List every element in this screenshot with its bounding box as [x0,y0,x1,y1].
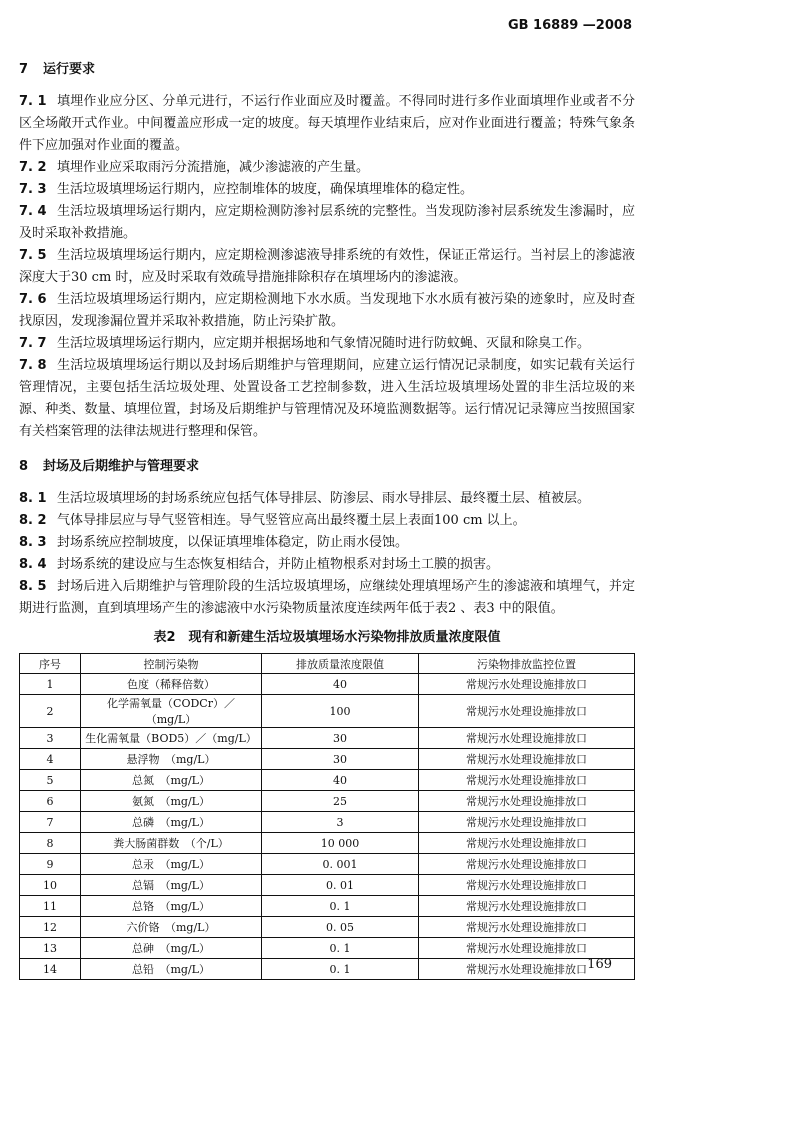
table-cell: 2 [20,695,81,728]
table-header-row [20,654,635,674]
table-cell: 常规污水处理设施排放口 [419,896,635,917]
table-cell: 3 [20,728,81,749]
section-8-heading [19,455,635,474]
table-cell: 化学需氧量（CODCr）／（mg/L） [81,695,262,728]
clause-text: 封场系统的建设应与生态恢复相结合，并防止植物根系对封场土工膜的损害。 [57,557,500,572]
table-cell: 5 [20,770,81,791]
table-cell: 粪大肠菌群数 （个/L） [81,833,262,854]
table-cell: 生化需氧量（BOD5）／（mg/L） [81,728,262,749]
section-number: 8 [19,459,29,474]
table-cell: 总汞 （mg/L） [81,854,262,875]
table-cell: 常规污水处理设施排放口 [419,770,635,791]
clause-text: 填埋作业应采取雨污分流措施，减少渗滤液的产生量。 [57,160,370,175]
clause-text: 生活垃圾填埋场运行期以及封场后期维护与管理期间，应建立运行情况记录制度，如实记载有关运行管理情况，主要包括生活垃圾处理、处置设备工艺控制参数，进入生活垃圾填埋场处置的非生活垃圾的来源、种类、数量、填埋位置，封场及后期维护与管理情况及环境监测数据等。运行情况记录簿应当按照国家有关档案管理的法律法规进行整理和保管。 [19,358,635,439]
table-row [20,695,635,728]
clause-text: 生活垃圾填埋场运行期内，应定期检测地下水水质。当发现地下水水质有被污染的迹象时，应及时查找原因，发现渗漏位置并采取补救措施，防止污染扩散。 [19,292,635,329]
clause-text: 封场后进入后期维护与管理阶段的生活垃圾填埋场，应继续处理填埋场产生的渗滤液和填埋气，并定期进行监测，直到填埋场产生的渗滤液中水污染物质量浓度连续两年低于表2 、表3 中的限值。 [19,579,635,616]
clause-7-2 [19,157,635,179]
table-cell: 40 [262,674,419,695]
clause-8-3 [19,532,635,554]
table-cell: 色度（稀释倍数） [81,674,262,695]
table-cell: 总镉 （mg/L） [81,875,262,896]
section-number: 7 [19,62,29,77]
clause-number: 8. 5 [19,579,47,594]
clause-number: 8. 1 [19,491,47,506]
clause-text: 填埋作业应分区、分单元进行，不运行作业面应及时覆盖。不得同时进行多作业面填埋作业或者不分区全场敞开式作业。中间覆盖应形成一定的坡度。每天填埋作业结束后，应对作业面进行覆盖；特殊气象条件下应加强对作业面的覆盖。 [19,94,635,153]
table-cell: 总磷 （mg/L） [81,812,262,833]
clause-text: 生活垃圾填埋场运行期内，应定期检测渗滤液导排系统的有效性，保证正常运行。当衬层上的渗滤液深度大于30 cm 时，应及时采取有效疏导措施排除积存在填埋场内的渗滤液。 [19,248,635,285]
clause-number: 7. 6 [19,292,47,307]
table-cell: 100 [262,695,419,728]
table-cell: 总铅 （mg/L） [81,959,262,980]
clause-text: 生活垃圾填埋场运行期内，应控制堆体的坡度，确保填埋堆体的稳定性。 [57,182,474,197]
clause-number: 7. 1 [19,94,47,109]
table-title: 表2 现有和新建生活垃圾填埋场水污染物排放质量浓度限值 [153,630,501,645]
table-cell: 4 [20,749,81,770]
clause-number: 7. 4 [19,204,47,219]
clause-text: 生活垃圾填埋场运行期内，应定期并根据场地和气象情况随时进行防蚊蝇、灭鼠和除臭工作。 [57,336,591,351]
clause-8-2 [19,510,635,532]
table-cell: 常规污水处理设施排放口 [419,959,635,980]
table-cell: 常规污水处理设施排放口 [419,728,635,749]
table-cell: 常规污水处理设施排放口 [419,917,635,938]
clause-7-1 [19,91,635,157]
clause-7-8 [19,355,635,443]
clause-number: 7. 3 [19,182,47,197]
section-title: 封场及后期维护与管理要求 [43,459,200,474]
table-cell: 总氮 （mg/L） [81,770,262,791]
table-row [20,749,635,770]
table-cell: 常规污水处理设施排放口 [419,812,635,833]
header-cell: 污染物排放监控位置 [419,654,635,674]
header-cell: 控制污染物 [81,654,262,674]
standard-code: GB 16889 —2008 [507,18,632,33]
clause-number: 7. 8 [19,358,47,373]
pollutant-limits-table [19,653,635,980]
table-cell: 8 [20,833,81,854]
header-cell: 排放质量浓度限值 [262,654,419,674]
clause-7-6 [19,289,635,333]
table-cell: 7 [20,812,81,833]
table-cell: 40 [262,770,419,791]
table-cell: 12 [20,917,81,938]
table-cell: 1 [20,674,81,695]
clause-7-3 [19,179,635,201]
table-cell: 常规污水处理设施排放口 [419,854,635,875]
table-cell: 30 [262,728,419,749]
table-cell: 总砷 （mg/L） [81,938,262,959]
table-cell: 14 [20,959,81,980]
table-cell: 0. 1 [262,896,419,917]
clause-text: 生活垃圾填埋场运行期内，应定期检测防渗衬层系统的完整性。当发现防渗衬层系统发生渗漏时，应及时采取补救措施。 [19,204,635,241]
table-cell: 10 000 [262,833,419,854]
table-row [20,674,635,695]
table-cell: 0. 01 [262,875,419,896]
table-row [20,938,635,959]
clause-number: 7. 2 [19,160,47,175]
table-cell: 常规污水处理设施排放口 [419,875,635,896]
table-cell: 10 [20,875,81,896]
clause-7-4 [19,201,635,245]
clause-number: 7. 5 [19,248,47,263]
table-cell: 常规污水处理设施排放口 [419,674,635,695]
document-body [19,56,635,980]
table-body [20,674,635,980]
table-row [20,917,635,938]
table-row [20,875,635,896]
page-number: 169 [587,957,612,972]
clause-7-5 [19,245,635,289]
table-cell: 常规污水处理设施排放口 [419,833,635,854]
table-cell: 0. 1 [262,938,419,959]
clause-number: 8. 3 [19,535,47,550]
table-cell: 常规污水处理设施排放口 [419,695,635,728]
table-cell: 常规污水处理设施排放口 [419,938,635,959]
table-row [20,728,635,749]
header-cell: 序号 [20,654,81,674]
clause-7-7 [19,333,635,355]
table-cell: 常规污水处理设施排放口 [419,749,635,770]
clause-8-5 [19,576,635,620]
table-row [20,854,635,875]
clause-text: 气体导排层应与导气竖管相连。导气竖管应高出最终覆土层上表面100 cm 以上。 [57,513,526,528]
table-row [20,791,635,812]
clause-8-1 [19,488,635,510]
table-cell: 六价铬 （mg/L） [81,917,262,938]
table-cell: 6 [20,791,81,812]
table-cell: 3 [262,812,419,833]
table-row [20,896,635,917]
table-cell: 0. 05 [262,917,419,938]
table-cell: 30 [262,749,419,770]
table-cell: 11 [20,896,81,917]
clause-8-4 [19,554,635,576]
table-row [20,833,635,854]
table-cell: 悬浮物 （mg/L） [81,749,262,770]
table-cell: 13 [20,938,81,959]
clause-number: 7. 7 [19,336,47,351]
clause-number: 8. 2 [19,513,47,528]
table-cell: 常规污水处理设施排放口 [419,791,635,812]
clause-number: 8. 4 [19,557,47,572]
table-cell: 0. 1 [262,959,419,980]
table-row [20,812,635,833]
table-row [20,770,635,791]
clause-text: 生活垃圾填埋场的封场系统应包括气体导排层、防渗层、雨水导排层、最终覆土层、植被层。 [57,491,591,506]
table-cell: 0. 001 [262,854,419,875]
section-7-heading [19,58,635,77]
section-title: 运行要求 [43,62,96,77]
table-cell: 25 [262,791,419,812]
table-cell: 氨氮 （mg/L） [81,791,262,812]
clause-text: 封场系统应控制坡度，以保证填埋堆体稳定，防止雨水侵蚀。 [57,535,409,550]
table-cell: 9 [20,854,81,875]
table-cell: 总铬 （mg/L） [81,896,262,917]
